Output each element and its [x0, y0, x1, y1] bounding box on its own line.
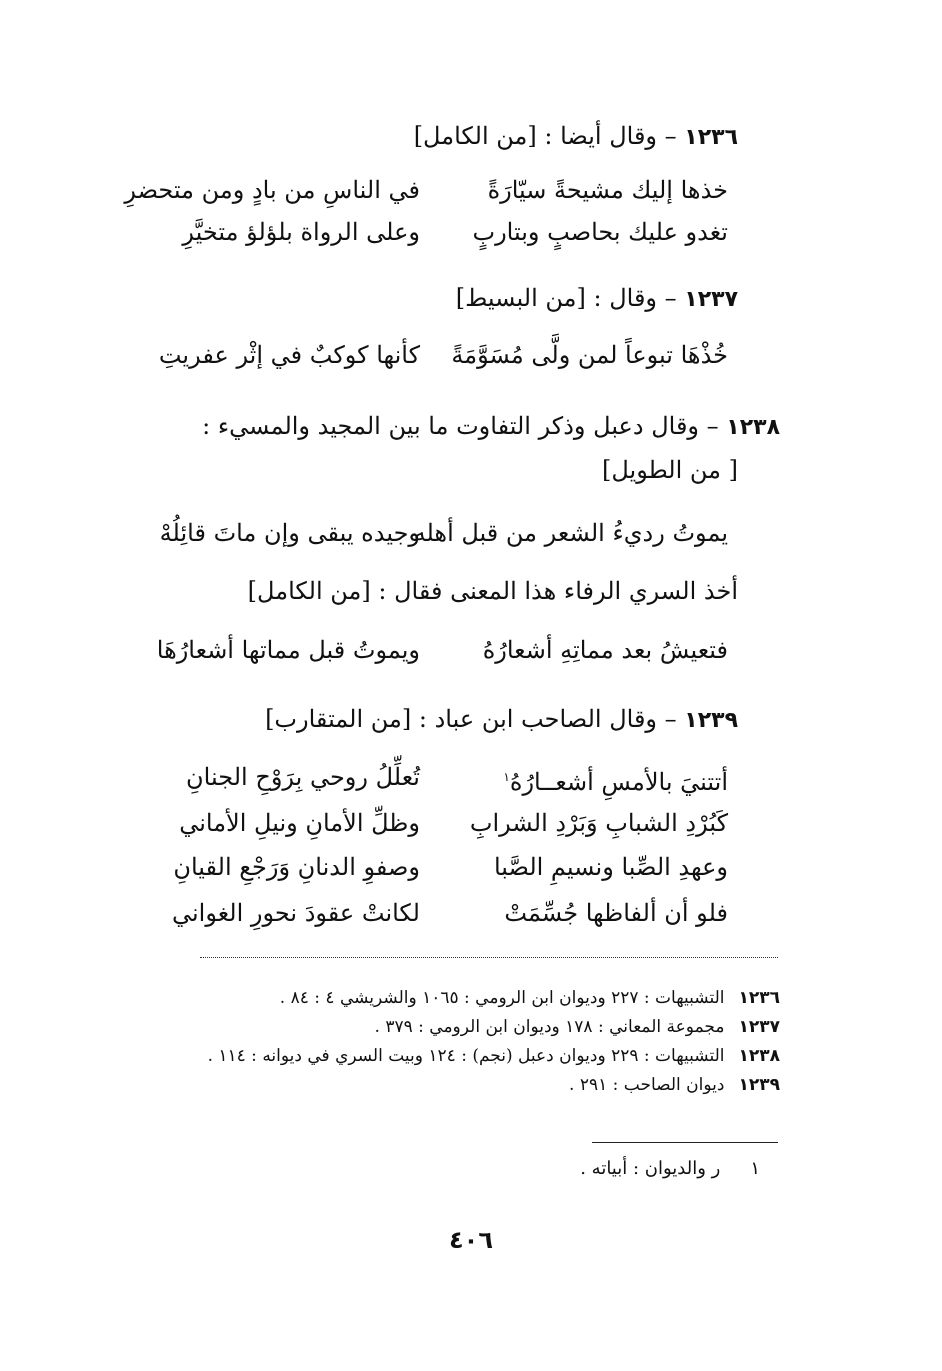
margin-note-text: ر والديوان : أبياته .	[580, 1158, 721, 1179]
verse-hemistich-second: ويموتُ قبل مماتها أشعارُهَا	[156, 636, 420, 664]
verse-line	[0, 898, 942, 928]
verse-hemistich-first: خذها إليك مشيحةً سيّارَةً	[487, 176, 728, 204]
entry-number: ١٢٣٩	[684, 708, 738, 733]
verse-line	[0, 340, 942, 370]
footnotes	[60, 984, 780, 1100]
entry-1239-heading	[98, 704, 738, 736]
verse-hemistich-second: وجيده يبقى وإن ماتَ قائِلُهْ	[159, 519, 420, 547]
footnote-text: التشبيهات : ٢٢٩ وديوان دعبل (نجم) : ١٢٤ وبيت السري في ديوانه : ١١٤ .	[207, 1046, 725, 1066]
footnote-number: ١٢٣٦	[738, 988, 780, 1008]
verse-hemistich-first: وعهدِ الصِّبا ونسيمِ الصَّبا	[493, 853, 728, 881]
margin-note-separator	[592, 1142, 778, 1143]
footnote-number: ١٢٣٩	[738, 1075, 780, 1095]
entry-number: ١٢٣٦	[684, 125, 738, 150]
commentary-line: أخذ السري الرفاء هذا المعنى فقال : [من الكامل]	[247, 577, 738, 605]
verse-line	[0, 635, 942, 665]
entry-number: ١٢٣٨	[726, 415, 780, 440]
verse-hemistich-first: فلو أن ألفاظها جُسِّمَتْ	[504, 899, 728, 927]
page-number: ٤٠٦	[449, 1226, 493, 1254]
entry-intro: – وقال الصاحب ابن عباد : [من المتقارب]	[265, 705, 677, 733]
verse-hemistich-second: لكانتْ عقودَ نحورِ الغواني	[171, 899, 420, 927]
margin-note	[360, 1156, 760, 1182]
footnote-item	[60, 1042, 780, 1071]
verse-line	[0, 852, 942, 882]
verse-line	[0, 808, 942, 838]
verse-text: أتتنيَ بالأمسِ أشعــارُهُ	[509, 768, 728, 796]
verse-hemistich-first: تغدو عليك بحاصبٍ وبتاربٍ	[472, 218, 728, 246]
footnote-text: مجموعة المعاني : ١٧٨ وديوان ابن الرومي : ٣٧٩ .	[374, 1017, 725, 1037]
footnote-marker: ١	[503, 770, 510, 784]
entry-1236-heading	[98, 121, 738, 153]
verse-hemistich-first: يموتُ رديءُ الشعر من قبل أهله	[413, 519, 728, 547]
footnote-number: ١٢٣٨	[738, 1046, 780, 1066]
verse-line	[0, 518, 942, 548]
entry-1237-heading	[98, 283, 738, 315]
footnote-text: ديوان الصاحب : ٢٩١ .	[569, 1075, 725, 1095]
entry-number: ١٢٣٧	[684, 287, 738, 312]
verse-hemistich-first: كَبُرْدِ الشبابِ وَبَرْدِ الشرابِ	[469, 809, 728, 837]
verse-line	[0, 762, 942, 796]
verse-hemistich-second: وظلِّ الأمانِ ونيلِ الأماني	[179, 809, 420, 837]
entry-intro-continuation: [ من الطويل]	[601, 456, 738, 484]
verse-line	[0, 175, 942, 205]
verse-hemistich-first	[428, 762, 728, 797]
verse-hemistich-first: خُذْهَا تبوعاً لمن ولَّى مُسَوَّمَةً	[451, 341, 728, 369]
footnote-number: ١٢٣٧	[738, 1017, 780, 1037]
verse-line	[0, 217, 942, 247]
entry-intro: – وقال دعبل وذكر التفاوت ما بين المجيد والمسيء :	[202, 412, 719, 440]
footnote-item	[60, 984, 780, 1013]
footnote-item	[60, 1071, 780, 1100]
footnote-item	[60, 1013, 780, 1042]
footnote-separator	[200, 957, 778, 958]
verse-hemistich-second: تُعلِّلُ روحي بِرَوْحِ الجنانِ	[186, 763, 420, 791]
verse-hemistich-second: في الناسِ من بادٍ ومن متحضرِ	[124, 176, 420, 204]
entry-intro: – وقال أيضا : [من الكامل]	[413, 122, 677, 150]
verse-hemistich-first: فتعيشُ بعد مماتِهِ أشعارُهُ	[482, 636, 728, 664]
verse-hemistich-second: كأنها كوكبٌ في إثْر عفريتِ	[158, 341, 420, 369]
margin-note-marker: ١	[750, 1158, 760, 1179]
entry-1238-heading	[80, 411, 780, 443]
entry-intro: – وقال : [من البسيط]	[455, 284, 677, 312]
verse-hemistich-second: وعلى الرواة بلؤلؤ متخيَّرِ	[182, 218, 420, 246]
footnote-text: التشبيهات : ٢٢٧ وديوان ابن الرومي : ١٠٦٥ والشريشي ٤ : ٨٤ .	[279, 988, 725, 1008]
verse-hemistich-second: وصفوِ الدنانِ وَرَجْعِ القيانِ	[173, 853, 420, 881]
